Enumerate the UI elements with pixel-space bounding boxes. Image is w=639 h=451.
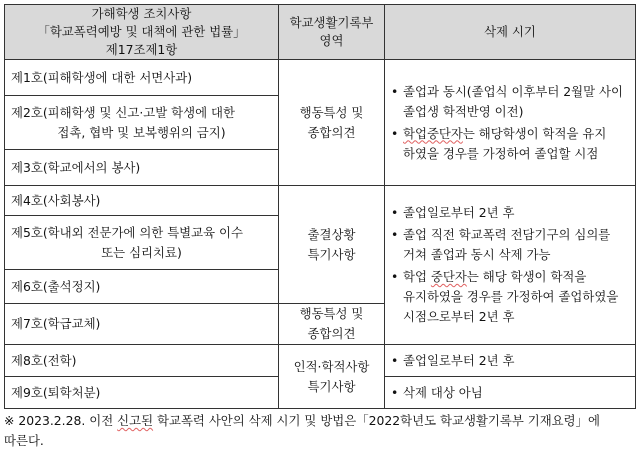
timing-group-3 xyxy=(385,345,636,377)
header-record-area: 학교생활기록부 영역 xyxy=(279,5,385,60)
area-behavior: 행동특성 및 종합의견 xyxy=(279,60,385,186)
header-deletion-timing: 삭제 시기 xyxy=(385,5,636,60)
measure-8: 제8호(전학) xyxy=(5,345,279,377)
table-row xyxy=(5,186,636,216)
measure-1: 제1호(피해학생에 대한 서면사과) xyxy=(5,60,279,96)
measure-2: 제2호(피해학생 및 신고·고발 학생에 대한 접촉, 협박 및 보복행위의 금지) xyxy=(5,96,279,150)
measure-3: 제3호(학교에서의 봉사) xyxy=(5,150,279,186)
area-attendance: 출결상황 특기사항 xyxy=(279,186,385,304)
area-personal: 인적·학적사항 특기사항 xyxy=(279,345,385,409)
timing-group-2 xyxy=(385,186,636,345)
timing-bullet: • 졸업 직전 학교폭력 전담기구의 심의를 거쳐 졸업과 동시 삭제 가능 xyxy=(391,227,611,262)
measure-9: 제9호(퇴학처분) xyxy=(5,377,279,409)
timing-bullet: • 졸업일로부터 2년 후 xyxy=(391,205,515,220)
area-behavior-2: 행동특성 및 종합의견 xyxy=(279,304,385,345)
footnote: ※ 2023.2.28. 이전 신고된 학교폭력 사안의 삭제 시기 및 방법은「2022학년도 학교생활기록부 기재요령」에 따른다. xyxy=(4,413,600,448)
timing-bullet: • 학업중단자는 해당학생이 학적을 유지 하였을 경우를 가정하여 졸업할 시점 xyxy=(391,125,607,161)
table-row xyxy=(5,60,636,96)
timing-bullet: • 졸업과 동시(졸업식 이후부터 2월말 사이 졸업생 학적반영 이전) xyxy=(391,83,623,119)
timing-bullet: • 삭제 대상 아님 xyxy=(391,384,483,400)
timing-bullet: • 학업 중단자는 해당 학생이 학적을 유지하였을 경우를 가정하여 졸업하였을 시점으로부터 2년 후 xyxy=(391,269,619,324)
deletion-timing-table xyxy=(4,4,636,409)
header-measure: 가해학생 조치사항 「학교폭력예방 및 대책에 관한 법률」 제17조제1항 xyxy=(5,5,279,60)
table-row xyxy=(5,345,636,377)
timing-bullet: • 졸업일로부터 2년 후 xyxy=(391,352,515,368)
measure-6: 제6호(출석정지) xyxy=(5,270,279,304)
table-header-row xyxy=(5,5,636,60)
measure-5: 제5호(학내외 전문가에 의한 특별교육 이수 또는 심리치료) xyxy=(5,216,279,270)
document xyxy=(4,4,635,451)
timing-group-4 xyxy=(385,377,636,409)
timing-group-1 xyxy=(385,60,636,186)
measure-7: 제7호(학급교체) xyxy=(5,304,279,345)
measure-4: 제4호(사회봉사) xyxy=(5,186,279,216)
